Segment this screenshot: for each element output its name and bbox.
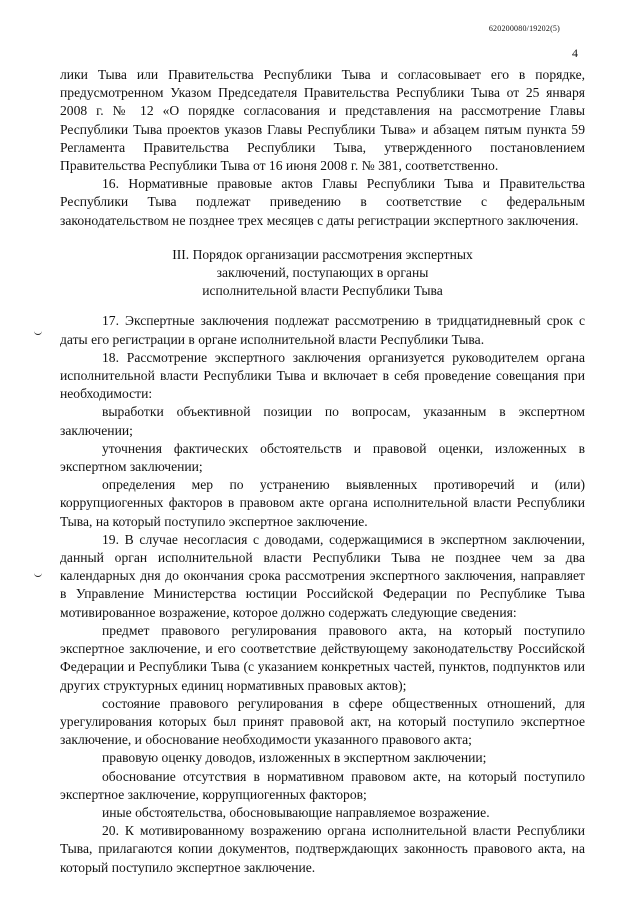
section-heading-line: исполнительной власти Республики Тыва — [202, 283, 443, 299]
document-id: 620200080/19202(5) — [488, 24, 560, 33]
section-heading-line: III. Порядок организации рассмотрения экспертных — [172, 246, 473, 262]
paragraph-19: 19. В случае несогласия с доводами, содержащимися в экспертном заключении, данный орган исполнительной власти Республики Тыва не позднее чем за два календарных дня до окончания срока рассмотрения экспертного заключения, направляет в Управление Министерства юстиции Российской Федерации по Республике Тыва мотивированное возражение, которое должно содержать следующие сведения: — [60, 531, 585, 620]
list-item: правовую оценку доводов, изложенных в экспертном заключении; — [102, 750, 487, 766]
paragraph-17: 17. Экспертные заключения подлежат рассмотрению в тридцатидневный срок с даты его регистрации в органе исполнительной власти Республики Тыва. — [60, 313, 585, 347]
margin-mark — [34, 328, 42, 335]
list-item: определения мер по устранению выявленных противоречий и (или) коррупциогенных факторов в правовом акте органа исполнительной власти Республики Тыва, на который поступило экспертное заключение. — [60, 477, 585, 529]
paragraph-20: 20. К мотивированному возражению органа исполнительной власти Республики Тыва, прилагаются копии документов, подтверждающих законность правового акта, на который поступило экспертное заключение. — [60, 823, 585, 875]
list-item: выработки объективной позиции по вопросам, указанным в экспертном заключении; — [60, 404, 585, 438]
list-item: уточнения фактических обстоятельств и правовой оценки, изложенных в экспертном заключении; — [60, 440, 585, 475]
margin-mark — [34, 570, 42, 577]
paragraph-16: 16. Нормативные правовые актов Главы Республики Тыва и Правительства Республики Тыва подлежат приведению в соответствие с федеральным законодательством не позднее трех месяцев с даты регистрации экспертного заключения. — [60, 176, 585, 228]
list-item: иные обстоятельства, обосновывающие направляемое возражение. — [102, 804, 490, 820]
document-body — [60, 66, 585, 877]
page-number: 4 — [572, 46, 578, 60]
list-item: предмет правового регулирования правового акта, на который поступило экспертное заключение, и его соответствие действующему законодательству Российской Федерации и Республики Тыва (с указанием конкретных частей, пунктов, подпунктов или других структурных единиц нормативных правовых актов); — [60, 622, 585, 693]
paragraph: лики Тыва или Правительства Республики Тыва и согласовывает его в порядке, предусмотренном Указом Председателя Правительства Республики Тыва от 25 января 2008 г. № 12 «О порядке согласования и представления на рассмотрение Главы Республики Тыва проектов указов Главы Республики Тыва» и абзацем пятым пункта 59 Регламента Правительства Республики Тыва, утвержденного постановлением Правительства Республики Тыва от 16 июня 2008 г. № 381, соответственно. — [60, 67, 585, 174]
list-item: обоснование отсутствия в нормативном правовом акте, на который поступило экспертное заключение, коррупциогенных факторов; — [60, 768, 585, 802]
section-heading — [60, 246, 585, 301]
list-item: состояние правового регулирования в сфере общественных отношений, для урегулирования которых был принят правовой акт, на который поступило экспертное заключение, и обоснование необходимости указанного правового акта; — [60, 695, 585, 748]
section-heading-line: заключений, поступающих в органы — [216, 265, 429, 281]
paragraph-18: 18. Рассмотрение экспертного заключения организуется руководителем органа исполнительной власти Республики Тыва и включает в себя проведение совещания при необходимости: — [60, 349, 585, 402]
